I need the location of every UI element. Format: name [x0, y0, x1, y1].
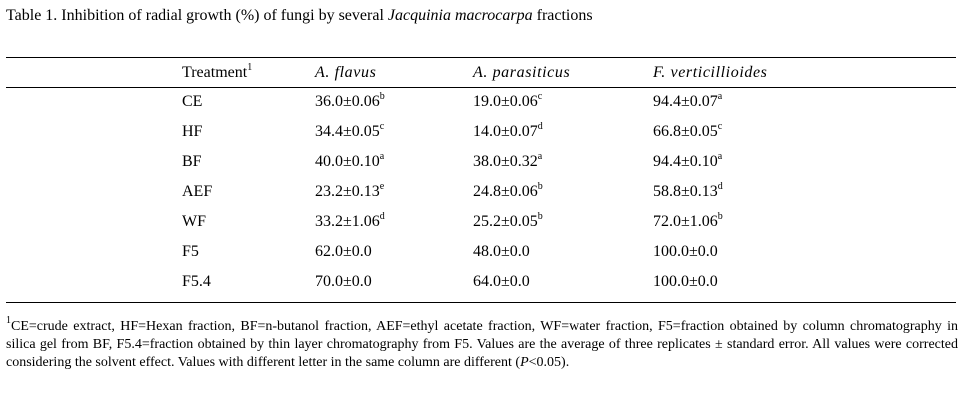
cell-treatment: CE — [182, 93, 203, 110]
value-text: 40.0±0.10 — [315, 153, 380, 170]
significance-letter: d — [717, 180, 723, 192]
cell-treatment: F5.4 — [182, 273, 211, 290]
significance-letter: d — [379, 210, 385, 222]
footnote-tail: <0.05). — [528, 355, 570, 370]
footnote-mark: 1 — [6, 315, 11, 327]
value-text: 38.0±0.32 — [473, 153, 538, 170]
value-text: 100.0±0.0 — [653, 243, 718, 260]
cell-value-col1 — [315, 119, 384, 145]
value-text: 100.0±0.0 — [653, 273, 718, 290]
cell-value-col3 — [653, 269, 718, 295]
table-row — [0, 269, 960, 295]
significance-letter: b — [537, 210, 543, 222]
cell-treatment: BF — [182, 153, 202, 170]
caption-suffix: fractions — [532, 7, 593, 24]
table-row — [0, 149, 960, 175]
caption-species: Jacquinia macrocarpa — [387, 7, 533, 24]
footnote-p: P — [520, 355, 529, 370]
header-a-flavus: A. flavus — [315, 64, 377, 81]
cell-value-col2 — [473, 89, 542, 115]
value-text: 94.4±0.10 — [653, 153, 718, 170]
cell-value-col3 — [653, 179, 723, 205]
cell-value-col2 — [473, 149, 542, 175]
header-treatment-label: Treatment — [182, 64, 248, 81]
value-text: 34.4±0.05 — [315, 123, 380, 140]
cell-value-col3 — [653, 239, 718, 265]
value-text: 48.0±0.0 — [473, 243, 530, 260]
table-row — [0, 179, 960, 205]
cell-value-col2 — [473, 269, 530, 295]
cell-treatment: F5 — [182, 243, 199, 260]
significance-letter: c — [537, 90, 543, 102]
caption-prefix: Table 1. Inhibition of radial growth (%) of fungi by several — [6, 7, 388, 24]
table-caption — [6, 6, 593, 26]
cell-treatment: HF — [182, 123, 203, 140]
significance-letter: d — [537, 120, 543, 132]
significance-letter: c — [379, 120, 385, 132]
header-treatment-note: 1 — [247, 61, 253, 73]
cell-value-col1 — [315, 239, 372, 265]
value-text: 19.0±0.06 — [473, 93, 538, 110]
table-row — [0, 209, 960, 235]
cell-value-col1 — [315, 149, 384, 175]
cell-value-col2 — [473, 179, 543, 205]
cell-value-col3 — [653, 149, 722, 175]
value-text: 33.2±1.06 — [315, 213, 380, 230]
table-header-rule — [6, 87, 956, 88]
significance-letter: b — [537, 180, 543, 192]
value-text: 70.0±0.0 — [315, 273, 372, 290]
significance-letter: a — [717, 150, 723, 162]
value-text: 64.0±0.0 — [473, 273, 530, 290]
significance-letter: e — [379, 180, 385, 192]
significance-letter: a — [537, 150, 543, 162]
header-treatment — [182, 60, 252, 86]
cell-value-col3 — [653, 89, 722, 115]
significance-letter: c — [717, 120, 723, 132]
value-text: 58.8±0.13 — [653, 183, 718, 200]
cell-treatment: WF — [182, 213, 206, 230]
table-row — [0, 119, 960, 145]
cell-value-col1 — [315, 179, 384, 205]
table-bottom-rule — [6, 302, 956, 303]
cell-value-col1 — [315, 269, 372, 295]
cell-value-col2 — [473, 209, 543, 235]
table-header-row — [0, 60, 960, 86]
significance-letter: b — [379, 90, 385, 102]
cell-value-col3 — [653, 119, 722, 145]
cell-treatment: AEF — [182, 183, 213, 200]
cell-value-col3 — [653, 209, 723, 235]
significance-letter: a — [379, 150, 385, 162]
value-text: 25.2±0.05 — [473, 213, 538, 230]
table-row — [0, 239, 960, 265]
value-text: 23.2±0.13 — [315, 183, 380, 200]
value-text: 36.0±0.06 — [315, 93, 380, 110]
cell-value-col1 — [315, 209, 385, 235]
cell-value-col1 — [315, 89, 385, 115]
table-footnote — [6, 315, 958, 372]
value-text: 66.8±0.05 — [653, 123, 718, 140]
value-text: 62.0±0.0 — [315, 243, 372, 260]
significance-letter: b — [717, 210, 723, 222]
footnote-text: CE=crude extract, HF=Hexan fraction, BF=n-butanol fraction, AEF=ethyl acetate fraction, WF=water fraction, F5=fraction obtained by column chromatography in silica gel from BF, F5.4=fraction obtained by thin layer chromatography from F5. Values are the average of three replicates ± standard error. All values were corrected considering the solvent effect. Values with different letter in the same column are different ( — [6, 319, 958, 370]
cell-value-col2 — [473, 239, 530, 265]
value-text: 24.8±0.06 — [473, 183, 538, 200]
cell-value-col2 — [473, 119, 543, 145]
significance-letter: a — [717, 90, 723, 102]
table-top-rule — [6, 57, 956, 58]
value-text: 94.4±0.07 — [653, 93, 718, 110]
value-text: 14.0±0.07 — [473, 123, 538, 140]
header-f-verticillioides: F. verticillioides — [653, 64, 768, 81]
value-text: 72.0±1.06 — [653, 213, 718, 230]
table-row — [0, 89, 960, 115]
header-a-parasiticus: A. parasiticus — [473, 64, 571, 81]
